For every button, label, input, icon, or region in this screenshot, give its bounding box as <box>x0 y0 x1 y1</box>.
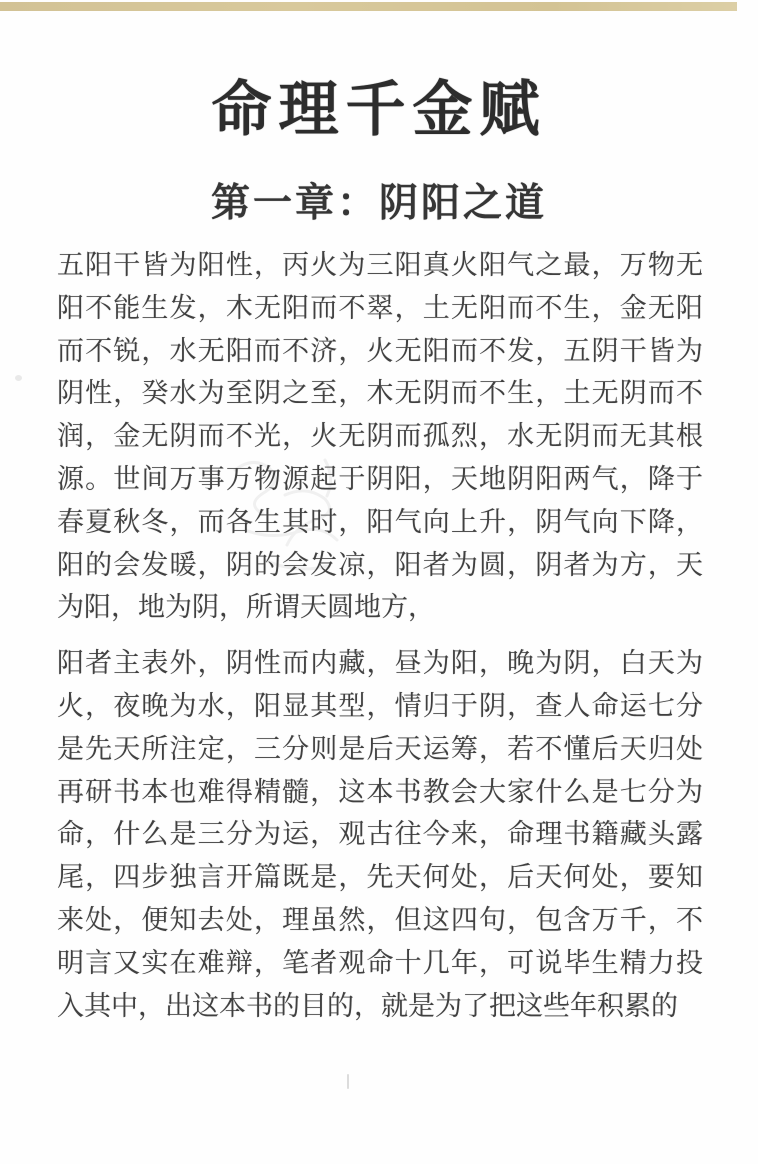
text-line: 阴性，癸水为至阴之至，木无阴而不生，土无阴而不 <box>57 378 703 410</box>
text-line: 五阳干皆为阳性，丙火为三阳真火阳气之最，万物无 <box>57 250 703 281</box>
paragraph-1 <box>57 245 703 630</box>
text-line: 入其中，出这本书的目的，就是为了把这些年积累的 <box>57 990 678 1022</box>
text-line: 明言又实在难辩，笔者观命十几年，可说毕生精力投 <box>57 947 703 979</box>
text-line: 而不锐，水无阳而不济，火无阳而不发，五阴干皆为 <box>57 335 703 367</box>
document-title: 命理千金赋 <box>211 75 547 145</box>
text-line: 来处，便知去处，理虽然，但这四句，包含万千，不 <box>57 904 703 936</box>
text-line: 为阳，地为阴，所谓天圆地方， <box>57 592 435 624</box>
text-line: 尾，四步独言开篇既是，先天何处，后天何处，要知 <box>57 862 703 894</box>
text-line: 润，金无阴而不光，火无阴而孤烈，水无阴而无其根 <box>57 421 703 453</box>
text-line: 火，夜晚为水，阳显其型，情归于阴，查人命运七分 <box>57 690 703 722</box>
chapter-heading: 第一章：阴阳之道 <box>210 180 547 226</box>
text-line: 源。世间万事万物源起于阴阳，天地阴阳两气，降于 <box>57 463 703 495</box>
text-line: 命，什么是三分为运，观古往今来，命理书籍藏头露 <box>57 819 703 851</box>
text-line: 春夏秋冬，而各生其时，阳气向上升，阴气向下降， <box>57 506 703 538</box>
scan-speck <box>15 375 22 381</box>
footer-page-mark <box>347 1074 349 1089</box>
paragraph-2 <box>57 643 703 1028</box>
text-line: 阳的会发暖，阴的会发凉，阳者为圆，阴者为方，天 <box>57 549 703 581</box>
text-line: 再研书本也难得精髓，这本书教会大家什么是七分为 <box>57 776 703 808</box>
text-line: 阳不能生发，木无阳而不翠，土无阳而不生，金无阳 <box>57 292 703 324</box>
text-line: 是先天所注定，三分则是后天运筹，若不懂后天归处 <box>57 733 703 765</box>
body-text <box>57 245 703 1028</box>
scan-top-strip <box>0 2 737 11</box>
text-line: 阳者主表外，阴性而内藏，昼为阳，晚为阴，白天为 <box>57 648 703 680</box>
